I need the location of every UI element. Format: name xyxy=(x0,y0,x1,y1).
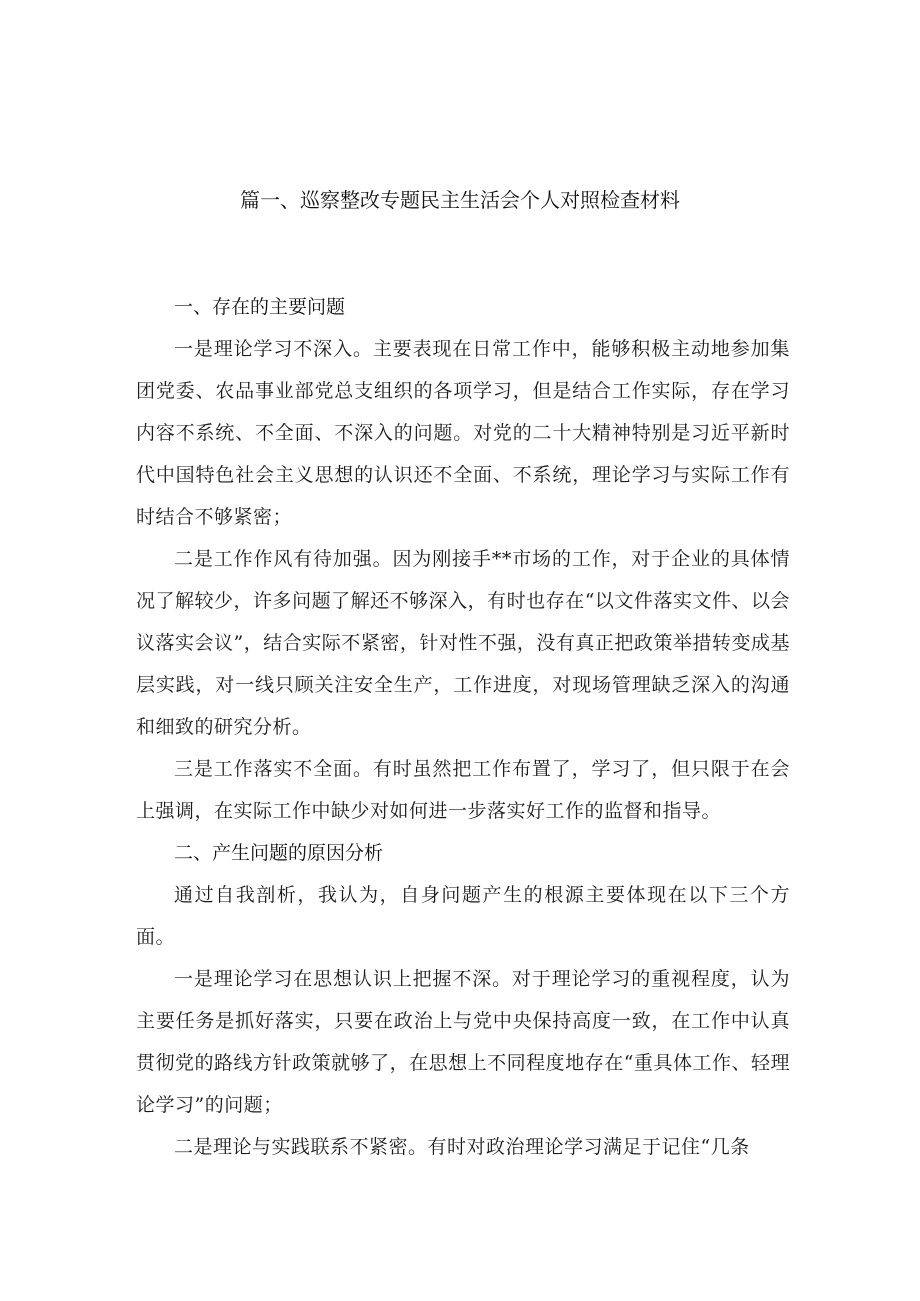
paragraph: 通过自我剖析，我认为，自身问题产生的根源主要体现在以下三个方面。 xyxy=(136,884,790,948)
paragraph: 三是工作落实不全面。有时虽然把工作布置了，学习了，但只限于在会上强调，在实际工作中缺少对如何进一步落实好工作的监督和指导。 xyxy=(136,758,790,822)
paragraph: 一是理论学习在思想认识上把握不深。对于理论学习的重视程度，认为主要任务是抓好落实，只要在政治上与党中央保持高度一致，在工作中认真贯彻党的路线方针政策就够了，在思想上不同程度地存在“重具体工作、轻理论学习”的问题； xyxy=(136,968,790,1116)
document-body xyxy=(136,286,790,1168)
document-title: 篇一、巡察整改专题民主生活会个人对照检查材料 xyxy=(240,188,680,212)
paragraph: 二是工作作风有待加强。因为刚接手**市场的工作，对于企业的具体情况了解较少，许多问题了解还不够深入，有时也存在“以文件落实文件、以会议落实会议”，结合实际不紧密，针对性不强，没有真正把政策举措转变成基层实践，对一线只顾关注安全生产，工作进度，对现场管理缺乏深入的沟通和细致的研究分析。 xyxy=(136,548,790,738)
section-heading-causes: 二、产生问题的原因分析 xyxy=(174,842,384,864)
paragraph: 一是理论学习不深入。主要表现在日常工作中，能够积极主动地参加集团党委、农品事业部党总支组织的各项学习，但是结合工作实际，存在学习内容不系统、不全面、不深入的问题。对党的二十大精神特别是习近平新时代中国特色社会主义思想的认识还不全面、不系统，理论学习与实际工作有时结合不够紧密； xyxy=(136,338,790,528)
paragraph: 二是理论与实践联系不紧密。有时对政治理论学习满足于记住“几条 xyxy=(174,1136,750,1158)
section-heading-problems: 一、存在的主要问题 xyxy=(174,296,346,318)
